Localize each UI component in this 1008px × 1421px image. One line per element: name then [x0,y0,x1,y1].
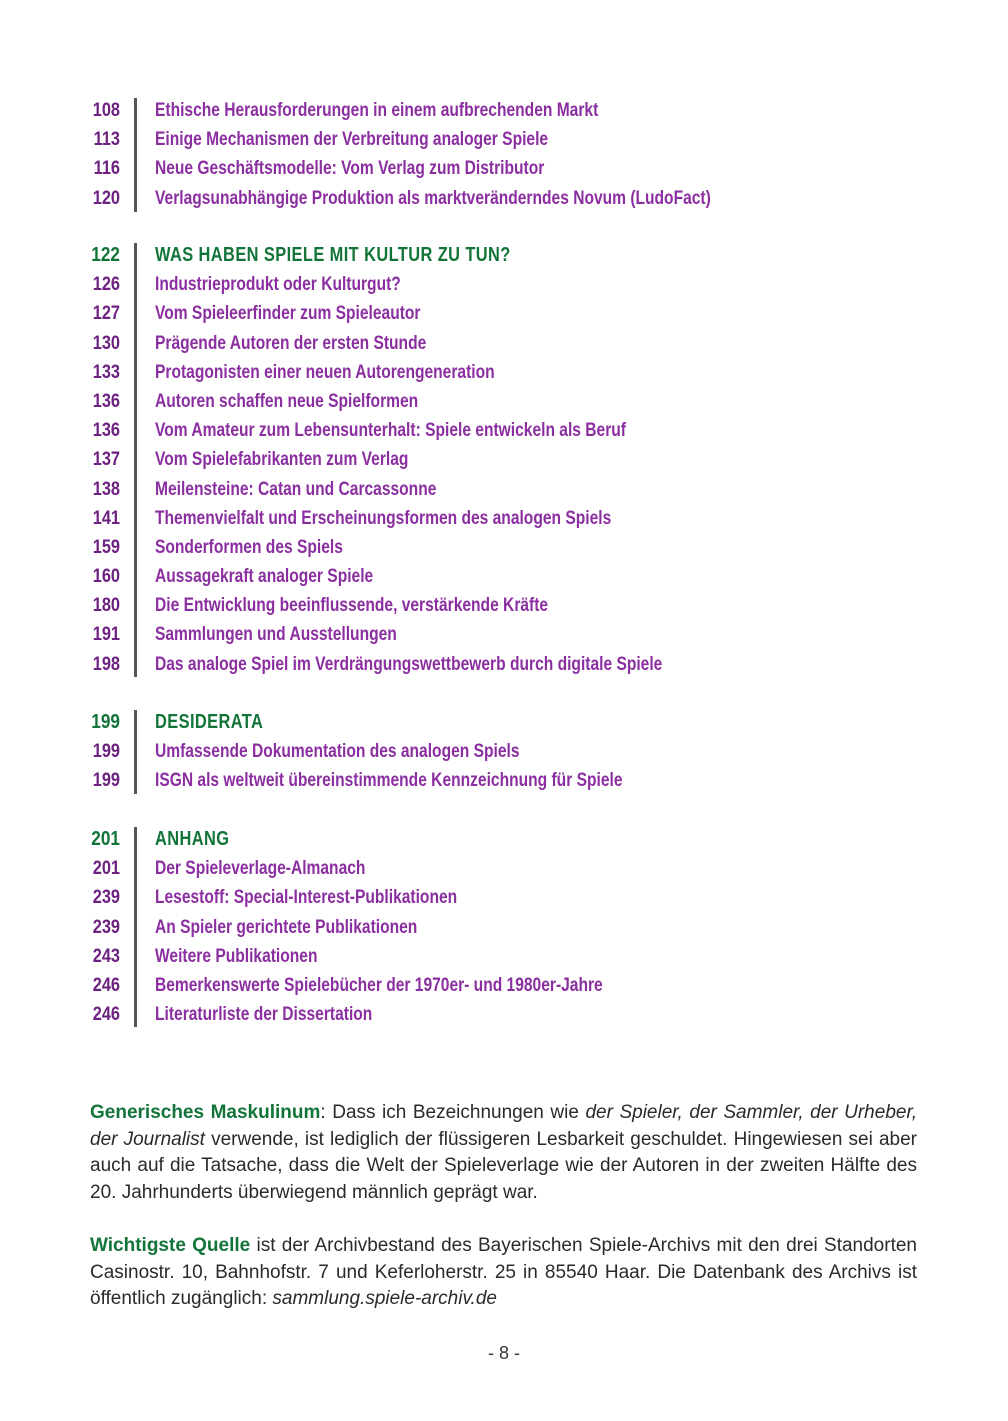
toc-page-number: 127 [92,303,120,325]
toc-entry-title: Protagonisten einer neuen Autorengeneration [155,361,495,383]
note-colon: : [320,1102,333,1123]
toc-entry[interactable] [0,1000,1008,1029]
toc-entry[interactable] [0,591,1008,620]
note-generic-masculine [90,1100,917,1206]
toc-section-title: ANHANG [155,828,230,850]
toc-entry-title: Vom Spielefabrikanten zum Verlag [155,449,409,471]
toc-entry[interactable] [0,125,1008,154]
toc-entry-title: Die Entwicklung beeinflussende, verstärkende Kräfte [155,595,549,617]
toc-entry-title: Einige Mechanismen der Verbreitung analoger Spiele [155,129,549,151]
toc-entry-title: Neue Geschäftsmodelle: Vom Verlag zum Distributor [155,158,545,180]
toc-entry[interactable] [0,96,1008,125]
toc-page-number: 130 [92,332,120,354]
toc-entry-title: Themenvielfalt und Erscheinungsformen des analogen Spiels [155,507,612,529]
toc-entry[interactable] [0,329,1008,358]
toc-entry-title: Autoren schaffen neue Spielformen [155,390,419,412]
toc-entry-title: Aussagekraft analoger Spiele [155,566,374,588]
toc-page-number: 180 [92,595,120,617]
toc-entry-title: Der Spieleverlage-Almanach [155,858,366,880]
toc-entry[interactable] [0,475,1008,504]
toc-entry[interactable] [0,650,1008,679]
toc-entry-title: Sammlungen und Ausstellungen [155,624,397,646]
note-lead: Generisches Maskulinum [90,1102,321,1123]
toc-page-number: 243 [92,945,120,967]
toc-page-number: 201 [92,858,120,880]
toc-entry[interactable] [0,854,1008,883]
toc-page-number: 239 [92,916,120,938]
toc-entry-title: An Spieler gerichtete Publikationen [155,916,418,938]
toc-section-heading[interactable] [0,825,1008,854]
toc-entry[interactable] [0,299,1008,328]
toc-entry[interactable] [0,416,1008,445]
toc-entry[interactable] [0,971,1008,1000]
toc-entry[interactable] [0,766,1008,795]
toc-entry-title: Umfassende Dokumentation des analogen Spiels [155,741,520,763]
toc-entry[interactable] [0,913,1008,942]
toc-entry-title: Lesestoff: Special-Interest-Publikationen [155,887,458,909]
note-main-source [90,1233,917,1313]
toc-page-number: 136 [92,420,120,442]
toc-entry-title: Sonderformen des Spiels [155,536,343,558]
toc-group [0,825,1008,1029]
toc-entry-title: Industrieprodukt oder Kulturgut? [155,274,401,296]
toc-entry[interactable] [0,504,1008,533]
toc-page-number: 137 [92,449,120,471]
toc-entry-title: Vom Spieleerfinder zum Spieleautor [155,303,421,325]
toc-page-number: 120 [92,187,120,209]
toc-section-title: WAS HABEN SPIELE MIT KULTUR ZU TUN? [155,244,511,266]
toc-page-number: 108 [92,100,120,121]
page-number: - 8 - [487,1343,520,1363]
toc-page-number: 191 [92,624,120,646]
toc-entry-title: Meilensteine: Catan und Carcassonne [155,478,437,500]
note-italic-text: der Spieler, der Sammler, der Urheber, der Journalist [90,1102,918,1150]
toc-entry[interactable] [0,562,1008,591]
toc-section-title: DESIDERATA [155,711,264,733]
toc-page-number: 138 [92,478,120,500]
toc-page-number: 201 [91,828,120,850]
toc-entry-title: Literaturliste der Dissertation [155,1004,373,1026]
toc-entry[interactable] [0,270,1008,299]
toc-entry-title: Das analoge Spiel im Verdrängungswettbewerb durch digitale Spiele [155,653,663,675]
note-text: Dass ich Bezeichnungen wie [332,1102,586,1123]
toc-page-number: 199 [92,741,120,763]
note-text: ist der Archivbestand des Bayerischen Spiele-Archivs mit den drei Standorten Casinostr. 10, Bahnhofstr. 7 und Keferloherstr. 25 in 85540 Haar. Die Datenbank des Archivs ist öffentlich zugänglich: [90,1235,917,1309]
toc-page-number: 246 [92,974,120,996]
toc-entry-title: Prägende Autoren der ersten Stunde [155,332,427,354]
toc-page-number: 246 [92,1004,120,1026]
toc-page-number: 116 [93,158,120,180]
note-lead: Wichtigste Quelle [90,1235,251,1256]
toc-entry[interactable] [0,445,1008,474]
toc-page-number: 160 [92,566,120,588]
toc-group [0,96,1008,213]
toc-group [0,241,1008,679]
toc-section-heading[interactable] [0,708,1008,737]
toc-page-number: 126 [92,274,120,296]
toc-entry-title: Vom Amateur zum Lebensunterhalt: Spiele entwickeln als Beruf [155,420,626,442]
toc-group [0,708,1008,796]
toc-page-number: 122 [91,244,120,266]
toc-page-number: 113 [93,129,120,151]
toc-entry[interactable] [0,387,1008,416]
toc-entry-title: Weitere Publikationen [155,945,318,967]
toc-entry[interactable] [0,358,1008,387]
toc-entry-title: Bemerkenswerte Spielebücher der 1970er- und 1980er-Jahre [155,974,603,996]
toc-page-number: 159 [92,536,120,558]
toc-page-number: 136 [92,390,120,412]
toc-entry[interactable] [0,942,1008,971]
toc-page-number: 199 [92,770,120,792]
toc-page-number: 239 [92,887,120,909]
toc-entry[interactable] [0,184,1008,213]
toc-entry-title: ISGN als weltweit übereinstimmende Kennzeichnung für Spiele [155,770,623,792]
toc-entry-title: Verlagsunabhängige Produktion als marktveränderndes Novum (LudoFact) [155,187,711,209]
toc-page-number: 198 [92,653,120,675]
toc-entry[interactable] [0,533,1008,562]
toc-section-heading[interactable] [0,241,1008,270]
toc-entry-title: Ethische Herausforderungen in einem aufbrechenden Markt [155,100,599,121]
toc-entry[interactable] [0,737,1008,766]
toc-page-number: 141 [92,507,120,529]
archive-url[interactable]: sammlung.spiele-archiv.de [272,1288,497,1309]
toc-entry[interactable] [0,154,1008,183]
note-text: verwende, ist lediglich der flüssigeren Lesbarkeit geschuldet. Hingewiesen sei aber auch auf die Tatsache, dass die Welt der Spieleverlage wie der Autoren in der zweiten Hälfte des 20. Jahrhunderts überwiegend männlich geprägt war. [90,1128,918,1203]
toc-page-number: 199 [91,711,120,733]
toc-page-number: 133 [92,361,120,383]
toc-entry[interactable] [0,620,1008,649]
toc-entry[interactable] [0,883,1008,912]
